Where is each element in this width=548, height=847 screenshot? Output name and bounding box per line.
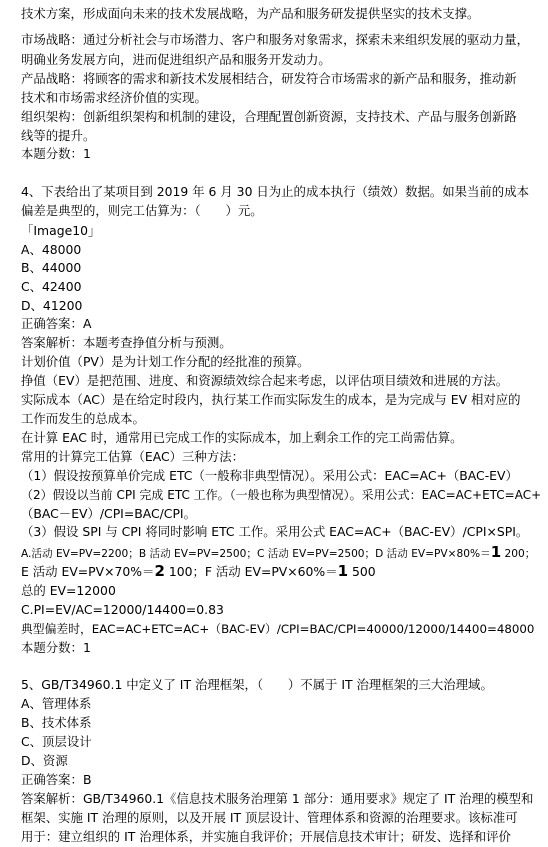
calc-text: E 活动 EV=PV×70%＝ bbox=[21, 564, 155, 579]
text-line: 技术和市场需求经济价值的实现。 bbox=[21, 90, 207, 105]
answer-analysis: 答案解析：GB/T34960.1《信息技术服务治理第 1 部分：通用要求》规定了 IT 治理的模型和 bbox=[21, 791, 534, 806]
calc-line bbox=[21, 542, 535, 562]
formula-line: （BAC－EV）/CPI=BAC/CPI。 bbox=[21, 506, 196, 521]
text-line: 组织架构：创新组织架构和机制的建设，合理配置创新资源，支持技术、产品与服务创新路 bbox=[21, 109, 517, 124]
calc-text: 200； bbox=[501, 548, 536, 560]
calc-line bbox=[21, 561, 376, 581]
text-line: 在计算 EAC 时，通常用已完成工作的实际成本，加上剩余工作的完工尚需估算。 bbox=[21, 430, 463, 445]
formula-line: （1）假设按预算单价完成 ETC（一般称非典型情况）。采用公式：EAC=AC+（BAC-EV） bbox=[21, 468, 518, 483]
option-d: D、资源 bbox=[21, 753, 68, 768]
calc-line: 总的 EV=12000 bbox=[21, 583, 116, 598]
calc-digit: 2 bbox=[154, 562, 165, 580]
calc-text: 100；F 活动 EV=PV×60%＝ bbox=[164, 564, 338, 579]
option-b: B、技术体系 bbox=[21, 715, 92, 730]
calc-text: 500 bbox=[348, 564, 376, 579]
question-score: 本题分数：1 bbox=[21, 640, 91, 655]
option-a: A、48000 bbox=[21, 242, 82, 257]
text-line: 挣值（EV）是把范围、进度、和资源绩效综合起来考虑，以评估项目绩效和进展的方法。 bbox=[21, 373, 509, 388]
formula-line: （3）假设 SPI 与 CPI 将同时影响 ETC 工作。采用公式 EAC=AC+（BAC-EV）/CPI×SPI。 bbox=[21, 524, 529, 539]
option-a: A、管理体系 bbox=[21, 696, 92, 711]
text-line: 工作而发生的总成本。 bbox=[21, 411, 145, 426]
text-line: 明确业务发展方向，进而促进组织产品和服务开发动力。 bbox=[21, 52, 331, 67]
question-score: 本题分数：1 bbox=[21, 146, 91, 161]
question-stem: 4、下表给出了某项目到 2019 年 6 月 30 日为止的成本执行（绩效）数据。如果当前的成本 bbox=[21, 184, 529, 199]
text-line: 产品战略：将顾客的需求和新技术发展相结合，研发符合市场需求的新产品和服务，推动新 bbox=[21, 71, 517, 86]
correct-answer: 正确答案：A bbox=[21, 316, 92, 331]
calc-digit: 1 bbox=[337, 562, 349, 580]
text-line: 常用的计算完工估算（EAC）三种方法： bbox=[21, 449, 244, 464]
option-d: D、41200 bbox=[21, 298, 83, 313]
correct-answer: 正确答案：B bbox=[21, 772, 92, 787]
text-line: 计划价值（PV）是为计划工作分配的经批准的预算。 bbox=[21, 354, 310, 369]
option-b: B、44000 bbox=[21, 260, 82, 275]
calc-line: 典型偏差时，EAC=AC+ETC=AC+（BAC-EV）/CPI=BAC/CPI=40000/12000/14400=48000 bbox=[21, 622, 535, 636]
answer-analysis: 答案解析：本题考查挣值分析与预测。 bbox=[21, 335, 232, 350]
text-line: 技术方案，形成面向未来的技术发展战略，为产品和服务研发提供坚实的技术支撑。 bbox=[21, 6, 480, 21]
text-line: 用于：建立组织的 IT 治理体系，并实施自我评价；开展信息技术审计；研发、选择和评价 bbox=[21, 829, 511, 844]
question-stem: 偏差是典型的，则完工估算为：（ ）元。 bbox=[21, 203, 263, 218]
text-line: 实际成本（AC）是在给定时段内，执行某工作而实际发生的成本，是为完成与 EV 相对应的 bbox=[21, 392, 521, 407]
option-c: C、42400 bbox=[21, 279, 82, 294]
formula-line: （2）假设以当前 CPI 完成 ETC 工作。（一般也称为典型情况）。采用公式：EAC=AC+ETC=AC+ bbox=[21, 488, 542, 502]
calc-line: C.PI=EV/AC=12000/14400=0.83 bbox=[21, 602, 224, 617]
text-line: 市场战略：通过分析社会与市场潜力、客户和服务对象需求，探索未来组织发展的驱动力量， bbox=[21, 32, 530, 47]
calc-text: A.活动 EV=PV=2200；B 活动 EV=PV=2500；C 活动 EV=PV=2500；D 活动 EV=PV×80%＝ bbox=[21, 548, 491, 560]
image-placeholder: 「Image10」 bbox=[21, 223, 101, 238]
option-c: C、顶层设计 bbox=[21, 734, 92, 749]
question-stem: 5、GB/T34960.1 中定义了 IT 治理框架，（ ）不属于 IT 治理框架的三大治理域。 bbox=[21, 677, 493, 692]
calc-digit: 1 bbox=[490, 543, 502, 561]
text-line: 线等的提升。 bbox=[21, 128, 96, 143]
text-line: 框架、实施 IT 治理的原则，以及开展 IT 顶层设计、管理体系和资源的治理要求。该标准可 bbox=[21, 810, 518, 825]
